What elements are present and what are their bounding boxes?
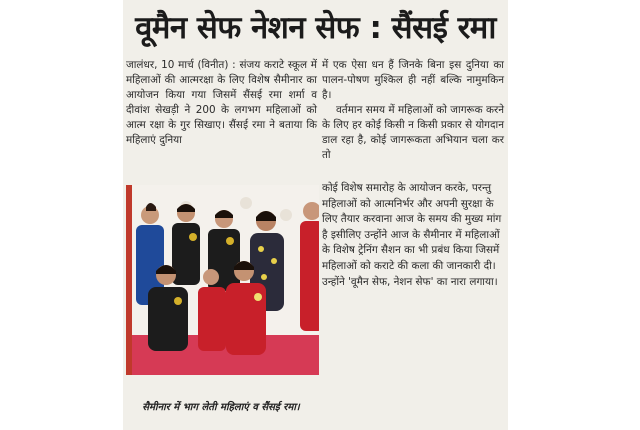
newspaper-clipping <box>123 0 508 430</box>
article-column-left <box>126 58 317 148</box>
article-column-right-top <box>322 58 504 163</box>
paragraph: वर्तमान समय में महिलाओं को जागरूक करने के लिए हर कोई किसी न किसी प्रकार से योगदान डाल रहा है, कोई जागरूकता अभियान चला कर तो <box>322 104 504 161</box>
group-photo-illustration <box>126 185 319 375</box>
paragraph: कोई विशेष समारोह के आयोजन करके, परन्तु महिलाओं को आत्मनिर्भर और अपनी सुरक्षा के लिए तैयार करवाना आज के समय की मुख्य मांग है इसीलिए उन्होंने आज के सैमीनार में महिलाओं के विशेष ट्रेनिंग सैशन का भी प्रबंध किया जिसमें महिलाओं को कराटे की कला की जानकारी दी। उन्होंने 'वूमैन सेफ, नेशन सेफ' का नारा लगाया। <box>322 182 502 288</box>
paragraph: में एक ऐसा धन हैं जिनके बिना इस दुनिया का पालन-पोषण मुश्किल ही नहीं बल्कि नामुमकिन है। <box>322 59 504 101</box>
paragraph: जालंधर, 10 मार्च (विनीत) : संजय कराटे स्कूल में महिलाओं की आत्मरक्षा के लिए विशेष सैमीनार का आयोजन किया गया जिसमें सैंसई रमा शर्मा व दीवांश सेखड़ी ने 200 के लगभग महिलाओं को आत्म रक्षा के गुर सिखाए। सैंसई रमा ने बताया कि महिलाएं दुनिया <box>126 59 317 146</box>
photo-caption: सैमीनार में भाग लेती महिलाएं व सैंसई रमा। <box>142 402 300 413</box>
article-column-right-bottom <box>322 181 504 290</box>
headline: वूमैन सेफ नेशन सेफ : सैंसई रमा <box>135 10 496 46</box>
group-photo <box>126 185 319 375</box>
